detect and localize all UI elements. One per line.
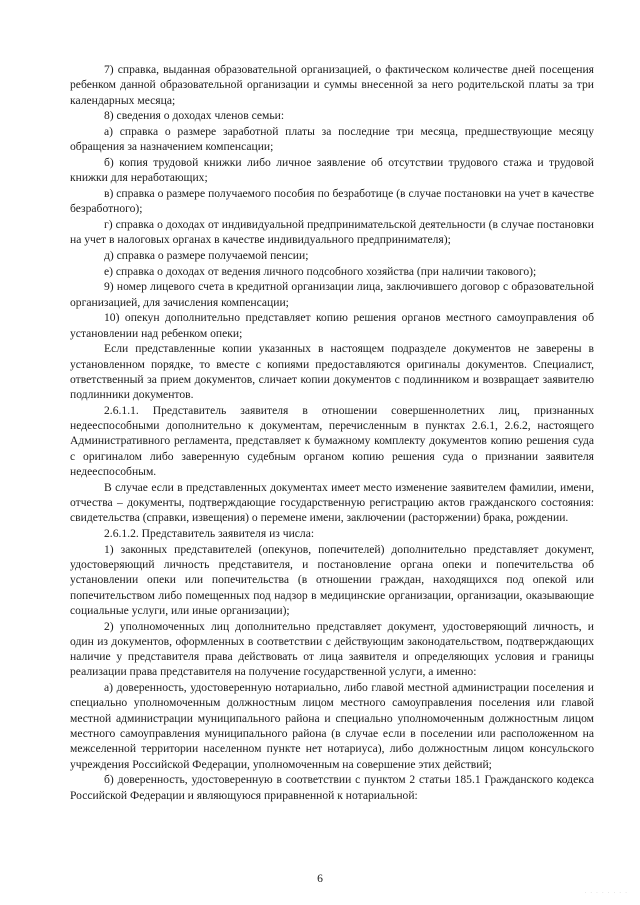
scan-watermark: · · · · · · · · xyxy=(584,890,628,897)
paragraph: 8) сведения о доходах членов семьи: xyxy=(104,109,285,123)
paragraph: Если представленные копии указанных в настоящем подразделе документов не заверены в установленном порядке, то вместе с копиями предоставляются оригиналы документов. Специалист, ответственный за прием документов, сличает копии документов с подлинником и возвращает заявителю подлинники документов. xyxy=(70,342,594,402)
paragraph: 2.6.1.1. Представитель заявителя в отношении совершеннолетних лиц, признанных недееспособными дополнительно к документам, перечисленным в пунктах 2.6.1, 2.6.2, настоящего Административного регламента, представляет к бумажному комплекту документов копию решения суда с оригиналом либо заверенную судебным органом копию решения суда о признании заявителя недееспособным. xyxy=(70,403,594,479)
paragraph: В случае если в представленных документах имеет место изменение заявителем фамилии, имени, отчества – документы, подтверждающие государственную регистрацию актов гражданского состояния: свидетельства (справки, извещения) о перемене имени, заключении (расторжении) брака, рождении. xyxy=(70,480,594,525)
paragraph: а) справка о размере заработной платы за последние три месяца, предшествующие месяцу обращения за назначением компенсации; xyxy=(70,124,594,154)
paragraph: 2) уполномоченных лиц дополнительно представляет документ, удостоверяющий личность, и один из документов, оформленных в соответствии с действующим законодательством, подтверждающих наличие у представителя права действовать от лица заявителя и определяющих условия и границы реализации права представителя на получение государственной услуги, а именно: xyxy=(70,619,594,679)
paragraph: б) доверенность, удостоверенную в соответствии с пунктом 2 статьи 185.1 Гражданского кодекса Российской Федерации и являющуюся приравненной к нотариальной: xyxy=(70,773,594,802)
paragraph: 9) номер лицевого счета в кредитной организации лица, заключившего договор с образовательной организацией, для зачисления компенсации; xyxy=(70,280,594,309)
paragraph: а) доверенность, удостоверенную нотариально, либо главой местной администрации поселения и специально уполномоченным должностным лицом местного самоуправления поселения или главой местной администрации муниципального района и специально уполномоченным должностным лицом местного самоуправления муниципального района (в случае если в поселении или расположенном на межселенной территории населенном пункте нет нотариуса), либо должностным лицом консульского учреждения Российской Федерации, уполномоченным на совершение этих действий; xyxy=(70,681,594,771)
paragraph: в) справка о размере получаемого пособия по безработице (в случае постановки на учет в качестве безработного); xyxy=(70,186,594,216)
paragraph: 2.6.1.2. Представитель заявителя из числа: xyxy=(104,526,315,540)
paragraph: г) справка о доходах от индивидуальной предпринимательской деятельности (в случае постановки на учет в налоговых органах в качестве индивидуального предпринимателя); xyxy=(70,217,594,247)
paragraph: 10) опекун дополнительно представляет копию решения органов местного самоуправления об установлении над ребенком опеки; xyxy=(70,311,594,340)
body-text xyxy=(70,62,594,803)
paragraph: е) справка о доходах от ведения личного подсобного хозяйства (при наличии такового); xyxy=(104,264,537,278)
paragraph: 7) справка, выданная образовательной организацией, о фактическом количестве дней посещения ребенком данной образовательной организации и суммы внесенной за него родительской платы за три календарных месяца; xyxy=(70,63,594,107)
paragraph: 1) законных представителей (опекунов, попечителей) дополнительно представляет документ, удостоверяющий личность представителя, и постановление органа опеки и попечительства об установлении опеки или попечительства (в отношении граждан, находящихся под опекой или попечительством либо помещенных под надзор в медицинские организации, организации, оказывающие социальные услуги, или иные организации); xyxy=(70,542,594,617)
paragraph: д) справка о размере получаемой пенсии; xyxy=(104,248,309,262)
paragraph: б) копия трудовой книжки либо личное заявление об отсутствии трудового стажа и трудовой книжки для неработающих; xyxy=(70,155,594,185)
page-number: 6 xyxy=(317,872,323,885)
